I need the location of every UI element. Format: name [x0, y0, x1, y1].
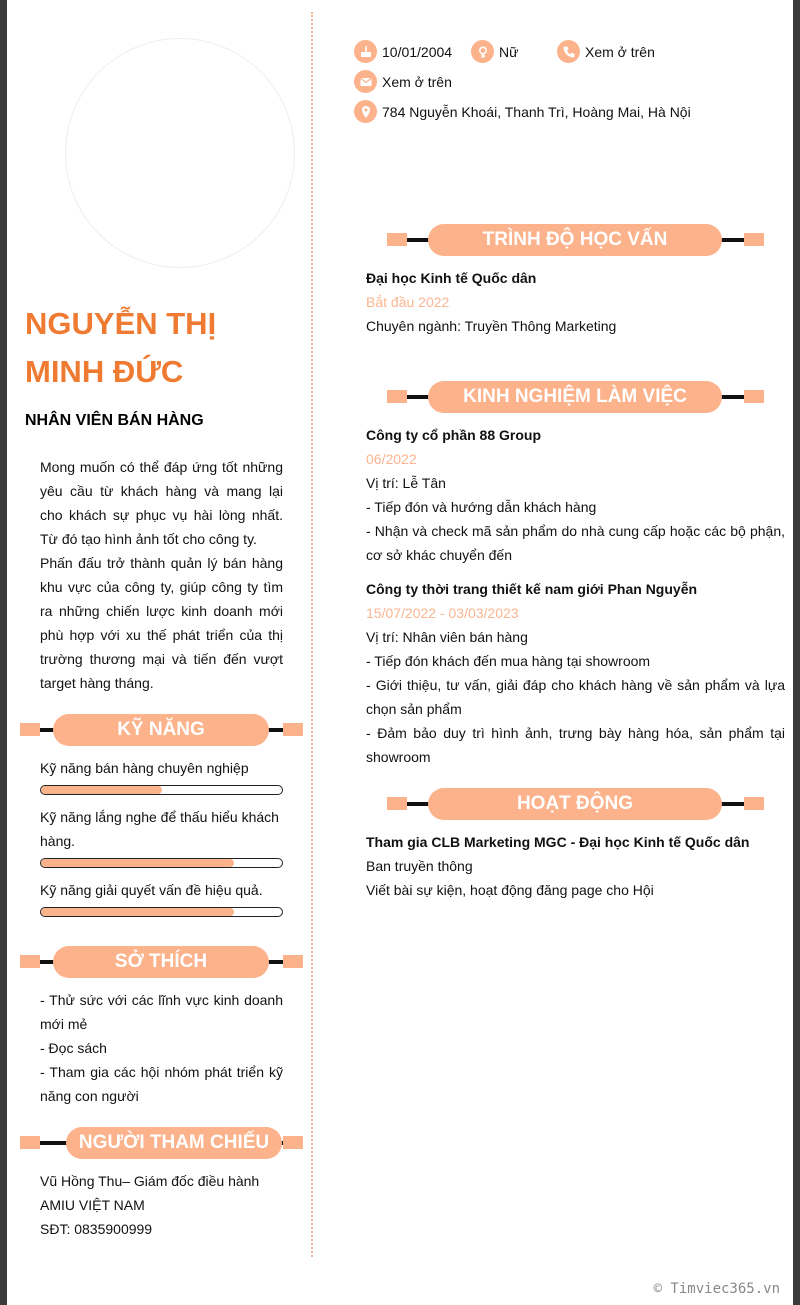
skill-bar-fill	[41, 786, 162, 794]
job-date: 06/2022	[366, 451, 417, 467]
birthday-cake-icon	[354, 40, 377, 63]
objective-paragraph: Mong muốn có thể đáp ứng tốt những yêu cầu từ khách hàng và mang lại cho khách sự phục vụ hài lòng nhất. Từ đó tạo hình ảnh tốt cho công ty.	[40, 459, 283, 547]
school-name: Đại học Kinh tế Quốc dân	[366, 270, 537, 286]
contact-gender	[471, 40, 518, 63]
skill-bar-fill	[41, 908, 234, 916]
experience-heading	[387, 381, 764, 413]
map-pin-icon	[354, 100, 377, 123]
skills-heading	[20, 714, 303, 746]
skill-bar-fill	[41, 859, 234, 867]
experience-entry	[366, 577, 785, 769]
references-title: NGƯỜI THAM CHIẾU	[66, 1127, 282, 1159]
phone-icon	[557, 40, 580, 63]
skill-item	[40, 805, 283, 868]
company-name: Công ty thời trang thiết kế nam giới Phan Nguyễn	[366, 581, 698, 597]
activities-heading	[387, 788, 764, 820]
activity-name: Tham gia CLB Marketing MGC - Đại học Kinh tế Quốc dân	[366, 834, 750, 850]
reference-line: Vũ Hồng Thu– Giám đốc điều hành	[40, 1173, 260, 1189]
activity-entry	[366, 830, 785, 902]
activities-title: HOẠT ĐỘNG	[428, 788, 722, 820]
job-detail: - Tiếp đón và hướng dẫn khách hàng	[366, 499, 597, 515]
skill-item	[40, 878, 283, 917]
skill-name: Kỹ năng lắng nghe để thấu hiểu khách hàng.	[40, 809, 279, 849]
skill-name: Kỹ năng bán hàng chuyên nghiệp	[40, 760, 249, 776]
skill-bar	[40, 907, 283, 917]
column-divider	[311, 12, 313, 1257]
job-detail: - Nhận và check mã sản phẩm do nhà cung cấp hoặc các bộ phận, cơ sở khác chuyển đến	[366, 523, 785, 563]
skill-bar	[40, 785, 283, 795]
email-value: Xem ở trên	[382, 73, 452, 90]
education-title: TRÌNH ĐỘ HỌC VẤN	[428, 224, 722, 256]
hobby-item: - Thử sức với các lĩnh vực kinh doanh mới mẻ	[40, 992, 283, 1032]
experience-title: KINH NGHIỆM LÀM VIỆC	[428, 381, 722, 413]
watermark-footer: © Timviec365.vn	[653, 1281, 780, 1297]
hobbies-title: SỞ THÍCH	[53, 946, 269, 978]
job-detail: Vị trí: Lễ Tân	[366, 475, 446, 491]
skill-item	[40, 756, 283, 795]
address-value: 784 Nguyễn Khoái, Thanh Trì, Hoàng Mai, Hà Nội	[382, 103, 691, 120]
hobbies-list	[40, 988, 283, 1108]
contact-address	[354, 100, 691, 123]
job-detail: - Giới thiệu, tư vấn, giải đáp cho khách hàng về sản phẩm và lựa chọn sản phẩm	[366, 677, 785, 717]
contact-email	[354, 70, 452, 93]
activity-detail: Viết bài sự kiện, hoạt động đăng page cho Hội	[366, 882, 654, 898]
birthday-value: 10/01/2004	[382, 43, 453, 60]
hobby-item: - Tham gia các hội nhóm phát triển kỹ năng con người	[40, 1064, 283, 1104]
skill-name: Kỹ năng giải quyết vấn đề hiệu quả.	[40, 882, 263, 898]
education-date: Bắt đầu 2022	[366, 294, 450, 310]
hobbies-heading	[20, 946, 303, 978]
email-icon	[354, 70, 377, 93]
job-detail: - Tiếp đón khách đến mua hàng tại showroom	[366, 653, 651, 669]
education-heading	[387, 224, 764, 256]
job-title: NHÂN VIÊN BÁN HÀNG	[25, 412, 204, 429]
education-major: Chuyên ngành: Truyền Thông Marketing	[366, 318, 617, 334]
skill-bar	[40, 858, 283, 868]
reference-line: SĐT: 0835900999	[40, 1221, 153, 1237]
hobby-item: - Đọc sách	[40, 1040, 107, 1056]
gender-value: Nữ	[499, 43, 519, 60]
experience-entry	[366, 423, 785, 567]
career-objective	[40, 455, 283, 695]
contact-phone	[557, 40, 655, 63]
activity-detail: Ban truyền thông	[366, 858, 473, 874]
job-detail: - Đảm bảo duy trì hình ảnh, trưng bày hàng hóa, sản phẩm tại showroom	[366, 725, 785, 765]
company-name: Công ty cổ phần 88 Group	[366, 427, 542, 443]
reference-line: AMIU VIỆT NAM	[40, 1197, 145, 1213]
cv-page	[7, 0, 793, 1305]
references-heading	[20, 1127, 303, 1159]
gender-icon	[471, 40, 494, 63]
candidate-name: NGUYỄN THỊ MINH ĐỨC	[25, 306, 217, 389]
job-detail: Vị trí: Nhân viên bán hàng	[366, 629, 528, 645]
references-list	[40, 1169, 283, 1241]
phone-value: Xem ở trên	[585, 43, 655, 60]
skills-title: KỸ NĂNG	[53, 714, 269, 746]
objective-paragraph: Phấn đấu trở thành quản lý bán hàng khu vực của công ty, giúp công ty tìm ra những chiến lược kinh doanh mới phù hợp với xu thế phát triển của thị trường thương mại và tiến đến vượt target hàng tháng.	[40, 555, 283, 691]
job-date: 15/07/2022 - 03/03/2023	[366, 605, 519, 621]
contact-birthday	[354, 40, 452, 63]
education-entry	[366, 266, 785, 338]
avatar	[65, 38, 295, 268]
